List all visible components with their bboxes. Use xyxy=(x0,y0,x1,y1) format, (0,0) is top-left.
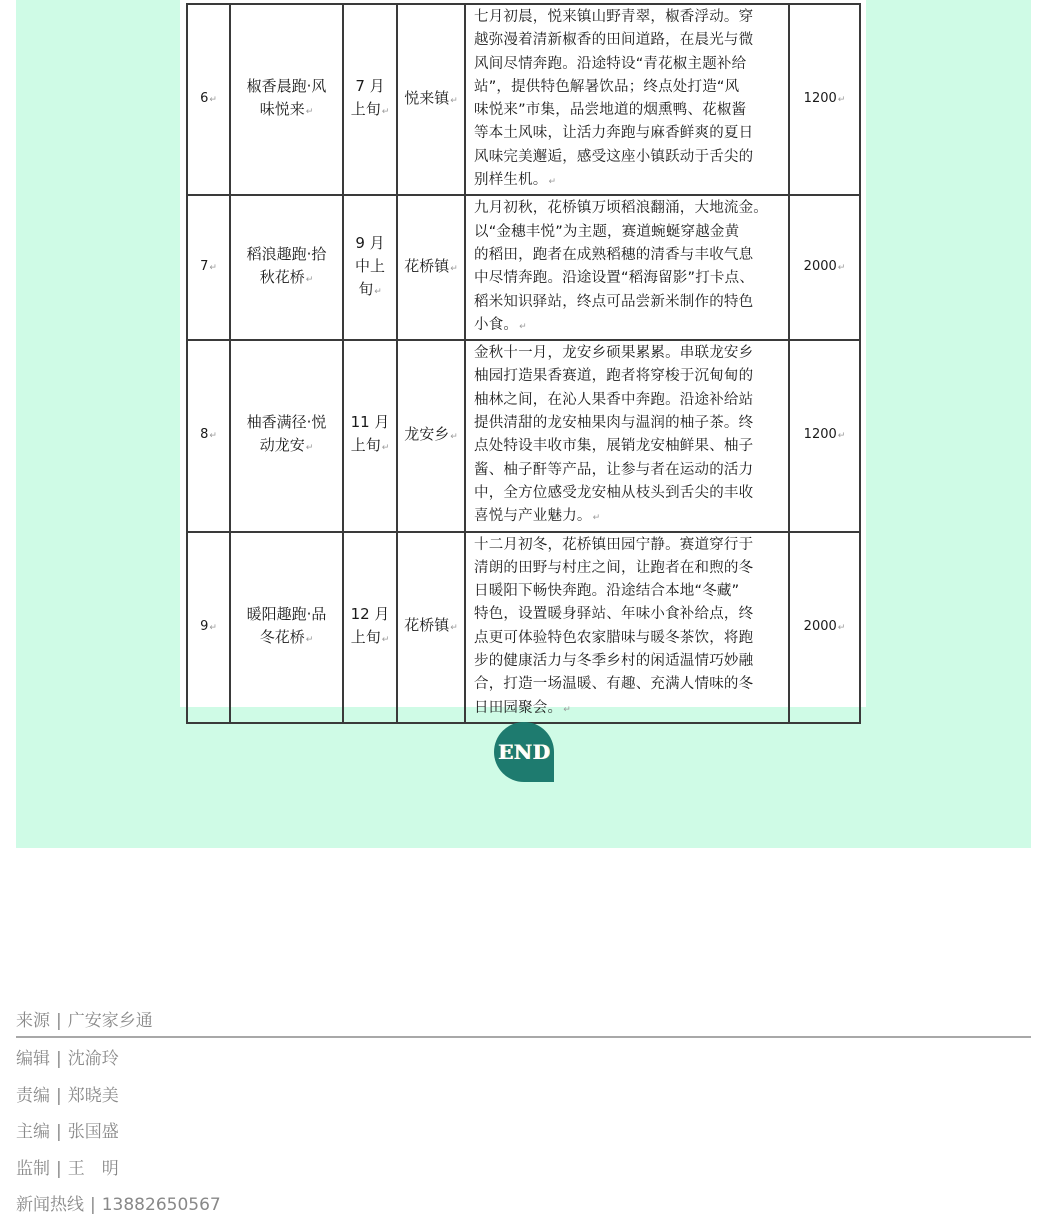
hotline-number[interactable]: 13882650567 xyxy=(101,1195,221,1215)
credit-chief-editor: 主编 | 张国盛 xyxy=(16,1122,119,1142)
event-time: 7 月 上旬↵ xyxy=(343,4,397,195)
table-row xyxy=(187,4,860,195)
event-time: 9 月 中上 旬↵ xyxy=(343,195,397,340)
event-time: 11 月 上旬↵ xyxy=(343,340,397,531)
event-description: 七月初晨，悦来镇山野青翠，椒香浮动。穿 越弥漫着清新椒香的田间道路，在晨光与微 风间尽情奔跑。沿途特设“青花椒主题补给 站”，提供特色解暑饮品；终点处打造“风 味悦来”市集，品尝地道的烟熏鸭、花椒酱 等本土风味，让活力奔跑与麻香鲜爽的夏日 风味完美邂逅，感受这座小镇跃动于舌尖的 别样生机。↵ xyxy=(465,4,789,195)
event-location: 花桥镇↵ xyxy=(397,195,465,340)
event-name: 柚香满径·悦 动龙安↵ xyxy=(230,340,343,531)
end-label: END xyxy=(497,740,551,764)
credit-editor: 编辑 | 沈渝玲 xyxy=(16,1049,119,1069)
event-time: 12 月 上旬↵ xyxy=(343,532,397,723)
event-description: 金秋十一月，龙安乡硕果累累。串联龙安乡 柚园打造果香赛道，跑者将穿梭于沉甸甸的 柚林之间，在沁人果香中奔跑。沿途补给站 提供清甜的龙安柚果肉与温润的柚子茶。终 点处特设丰收市集，展销龙安柚鲜果、柚子 酱、柚子酐等产品，让参与者在运动的活力 中，全方位感受龙安柚从枝头到舌尖的丰收 喜悦与产业魅力。↵ xyxy=(465,340,789,531)
event-description: 十二月初冬，花桥镇田园宁静。赛道穿行于 清朗的田野与村庄之间，让跑者在和煦的冬 日暖阳下畅快奔跑。沿途结合本地“冬藏” 特色，设置暖身驿站、年味小食补给点，终 点更可体验特色农家腊味与暖冬茶饮，将跑 步的健康活力与冬季乡村的闲适温情巧妙融 合，打造一场温暖、有趣、充满人情味的冬 日田园聚会。↵ xyxy=(465,532,789,723)
article-credits xyxy=(16,1008,1031,1218)
event-location: 悦来镇↵ xyxy=(397,4,465,195)
event-name: 椒香晨跑·风 味悦来↵ xyxy=(230,4,343,195)
row-number: 7↵ xyxy=(187,195,230,340)
credit-responsible-editor: 责编 | 郑晓美 xyxy=(16,1085,119,1106)
event-location: 龙安乡↵ xyxy=(397,340,465,531)
participant-count: 1200↵ xyxy=(789,4,860,195)
participant-count: 1200↵ xyxy=(789,340,860,531)
participant-count: 2000↵ xyxy=(789,532,860,723)
event-description: 九月初秋，花桥镇万顷稻浪翻涌，大地流金。 以“金穗丰悦”为主题，赛道蜿蜒穿越金黄 的稻田，跑者在成熟稻穗的清香与丰收气息 中尽情奔跑。沿途设置“稻海留影”打卡点、 稻米知识驿站，终点可品尝新米制作的特色 小食。↵ xyxy=(465,195,789,340)
end-badge xyxy=(494,722,554,782)
row-number: 9↵ xyxy=(187,532,230,723)
table-row xyxy=(187,532,860,723)
credit-news-hotline: 新闻热线 | 13882650567 xyxy=(16,1195,221,1215)
event-location: 花桥镇↵ xyxy=(397,532,465,723)
row-number: 6↵ xyxy=(187,4,230,195)
event-name: 稻浪趣跑·拾 秋花桥↵ xyxy=(230,195,343,340)
participant-count: 2000↵ xyxy=(789,195,860,340)
table-row xyxy=(187,195,860,340)
event-schedule-table xyxy=(186,3,861,724)
credit-source: 来源 | 广安家乡通 xyxy=(16,1008,1031,1038)
row-number: 8↵ xyxy=(187,340,230,531)
table-row xyxy=(187,340,860,531)
credit-supervisor: 监制 | 王 明 xyxy=(16,1158,119,1179)
event-table-image xyxy=(180,0,866,716)
event-name: 暖阳趣跑·品 冬花桥↵ xyxy=(230,532,343,723)
